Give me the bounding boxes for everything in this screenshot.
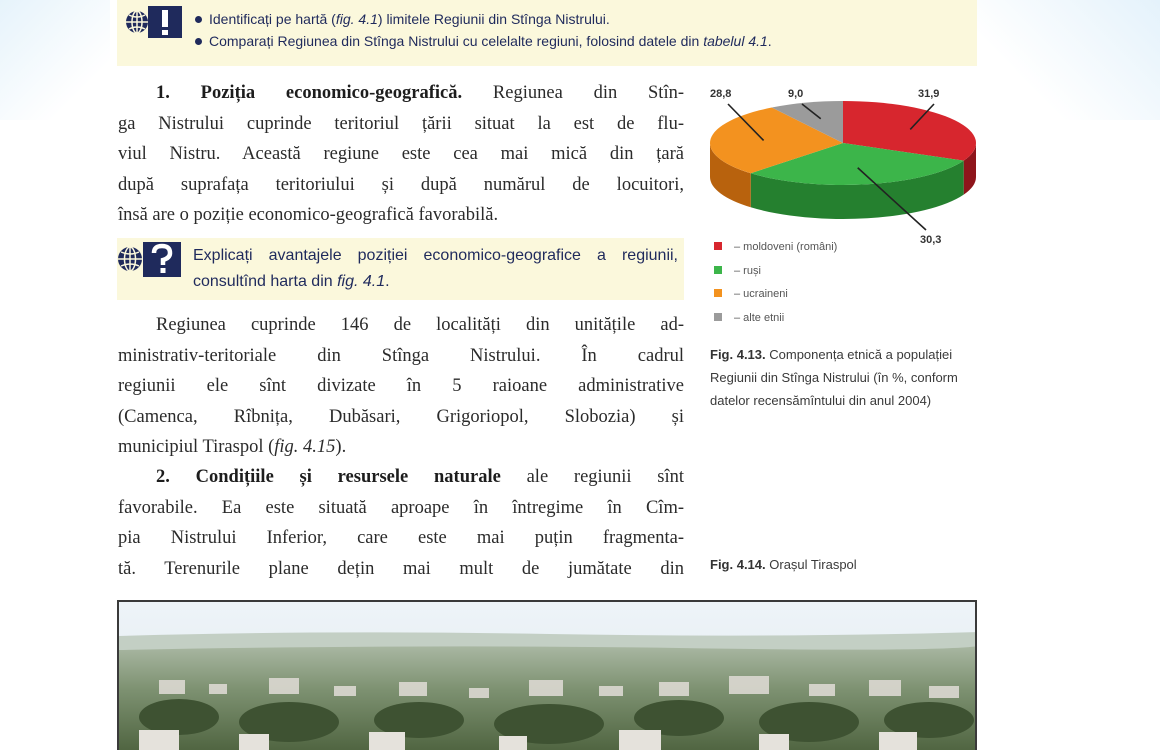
- legend-swatch: [714, 242, 722, 250]
- chart-legend: [714, 236, 837, 330]
- legend-item-rusi: – ruși: [714, 260, 837, 284]
- text-line: după suprafața teritoriului și după numărul de locuitori,: [118, 174, 684, 195]
- city-photo: [119, 602, 977, 750]
- text-line: 1. Poziția economico-geografică. Regiunea din Stîn-: [156, 83, 684, 103]
- text-line: ga Nistrului cuprinde teritoriul țării situat la est de flu-: [118, 113, 684, 134]
- data-label-rusi: 30,3: [920, 234, 942, 246]
- paragraph-localities: [118, 310, 684, 463]
- legend-item-moldoveni: – moldoveni (români): [714, 236, 837, 260]
- section2-heading: 2. Condițiile și resursele naturale: [156, 467, 501, 487]
- figure-caption-4-14: Fig. 4.14. Orașul Tiraspol: [710, 557, 857, 572]
- bullet: [195, 38, 202, 45]
- question-text: Explicați avantajele poziției economico-geografice a regiunii, consultînd harta din fig. 4.1.: [193, 247, 678, 290]
- legend-swatch: [714, 266, 722, 274]
- task-list: [195, 8, 772, 52]
- ethnic-composition-chart: [698, 80, 998, 255]
- text-line: tă. Terenurile plane dețin mai mult de jumătate din: [118, 558, 684, 579]
- section1-paragraph: [118, 78, 684, 231]
- legend-swatch: [714, 313, 722, 321]
- task-item: Identificați pe hartă (fig. 4.1) limitele Regiunii din Stînga Nistrului.: [195, 8, 772, 30]
- text-line: favorabile. Ea este situată aproape în întregime în Cîm-: [118, 497, 684, 518]
- text-line: însă are o poziție economico-geografică favorabilă.: [118, 205, 499, 225]
- data-label-ucraineni: 28,8: [710, 88, 732, 100]
- text-line: ministrativ-teritoriale din Stînga Nistrului. În cadrul: [118, 345, 684, 366]
- data-label-moldoveni: 31,9: [918, 88, 940, 100]
- data-label-alte-etnii: 9,0: [788, 88, 804, 100]
- bullet: [195, 16, 202, 23]
- figure-caption-4-13: Fig. 4.13. Componența etnică a populației Regiunii din Stînga Nistrului (în %, conform datelor recensămîntului din anul 2004): [710, 347, 958, 408]
- text-line: municipiul Tiraspol (fig. 4.15).: [118, 437, 347, 457]
- task-box: [117, 0, 977, 66]
- text-line: viul Nistru. Această regiune este cea mai mică din țară: [118, 144, 684, 164]
- pie-chart: [698, 80, 998, 255]
- text-line: (Camenca, Rîbnița, Dubăsari, Grigoriopol, Slobozia) și: [118, 406, 684, 427]
- legend-item-ucraineni: – ucraineni: [714, 283, 837, 307]
- text-line: regiunii ele sînt divizate în 5 raioane administrative: [118, 376, 684, 396]
- text-line: Regiunea cuprinde 146 de localități din unitățile ad-: [156, 315, 684, 335]
- task-item: Comparați Regiunea din Stînga Nistrului cu celelalte regiuni, folosind datele din tabelul 4.1.: [195, 30, 772, 52]
- legend-swatch: [714, 289, 722, 297]
- text-line: 2. Condițiile și resursele naturale ale regiunii sînt: [156, 467, 684, 487]
- tiraspol-city-photo: [117, 600, 977, 750]
- text-line: pia Nistrului Inferior, care este mai puțin fragmenta-: [118, 528, 684, 548]
- background-sky-right: [970, 0, 1160, 120]
- question-box: [117, 238, 684, 300]
- legend-item-alte-etnii: – alte etnii: [714, 307, 837, 331]
- background-sky-left: [0, 0, 110, 120]
- globe-question-icon: [117, 240, 183, 278]
- section2-paragraph: [118, 462, 684, 584]
- globe-exclamation-icon: [125, 2, 183, 38]
- section1-heading: 1. Poziția economico-geografică.: [156, 83, 463, 103]
